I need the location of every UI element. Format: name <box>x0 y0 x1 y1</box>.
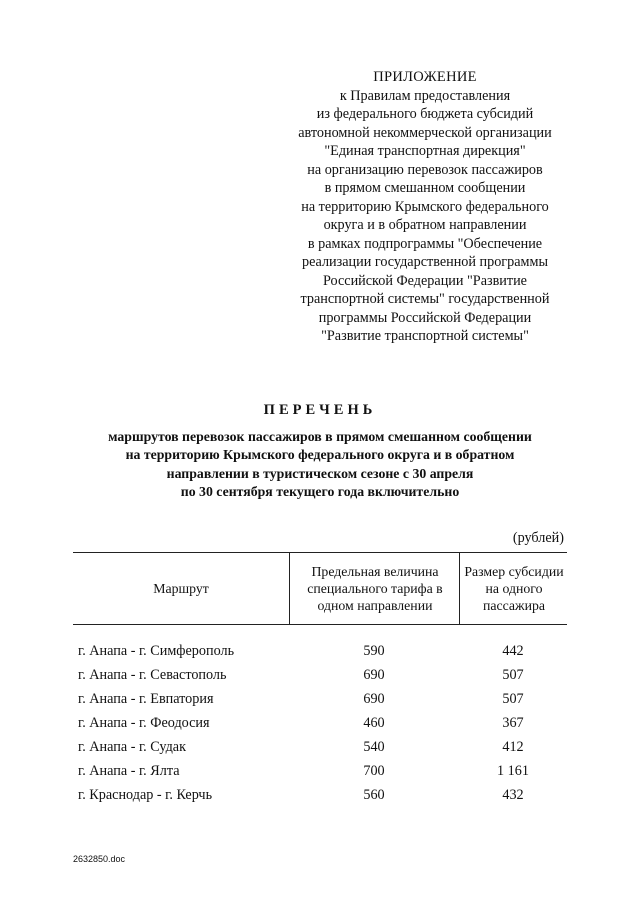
appendix-line: Российской Федерации "Развитие <box>323 272 527 289</box>
cell-tariff: 700 <box>363 763 385 779</box>
cell-route: г. Краснодар - г. Керчь <box>78 787 213 803</box>
appendix-line: округа и в обратном направлении <box>323 217 527 233</box>
appendix-heading: ПРИЛОЖЕНИЕ <box>373 69 477 85</box>
cell-tariff: 540 <box>363 739 385 755</box>
table-column-divider <box>459 552 460 624</box>
cell-tariff: 460 <box>363 715 385 731</box>
cell-route: г. Анапа - г. Судак <box>78 739 186 755</box>
document-title: ПЕРЕЧЕНЬ <box>263 402 377 418</box>
appendix-line: программы Российской Федерации <box>318 309 532 326</box>
subtitle-line: направлении в туристическом сезоне с 30 апреля <box>166 465 474 481</box>
cell-route: г. Анапа - г. Феодосия <box>78 715 210 731</box>
cell-route: г. Анапа - г. Евпатория <box>78 691 214 707</box>
cell-subsidy: 367 <box>502 715 524 731</box>
cell-subsidy: 1 161 <box>497 763 529 779</box>
table-row <box>73 641 567 665</box>
table-header-rule <box>73 624 567 625</box>
file-reference: 2632850.doc <box>73 854 126 864</box>
appendix-line: на организацию перевозок пассажиров <box>307 161 543 178</box>
appendix-line: реализации государственной программы <box>301 254 549 270</box>
table-row <box>73 737 567 761</box>
table-row <box>73 713 567 737</box>
cell-tariff: 590 <box>363 643 385 659</box>
appendix-line: автономной некоммерческой организации <box>298 124 552 141</box>
table-row <box>73 785 567 809</box>
cell-subsidy: 507 <box>502 667 524 683</box>
appendix-line: в рамках подпрограммы "Обеспечение <box>307 235 543 252</box>
appendix-line: к Правилам предоставления <box>339 87 511 104</box>
appendix-line: из федерального бюджета субсидий <box>316 106 534 122</box>
appendix-line: "Развитие транспортной системы" <box>321 328 529 344</box>
cell-route: г. Анапа - г. Ялта <box>78 763 180 779</box>
header-route: Маршрут <box>153 580 209 596</box>
cell-tariff: 690 <box>363 667 385 683</box>
appendix-line: на территорию Крымского федерального <box>301 198 549 215</box>
table-row <box>73 689 567 713</box>
cell-subsidy: 442 <box>502 643 524 659</box>
table-row <box>73 761 567 785</box>
table-column-divider <box>289 552 290 624</box>
subtitle-line: на территорию Крымского федерального округа и в обратном <box>125 447 515 463</box>
table-body <box>73 641 567 809</box>
unit-label: (рублей) <box>512 530 564 546</box>
appendix-line: "Единая транспортная дирекция" <box>324 143 526 159</box>
document-subtitle <box>60 428 580 501</box>
header-subsidy: Размер субсидии на одного пассажира <box>464 563 564 613</box>
cell-subsidy: 432 <box>502 787 524 803</box>
cell-subsidy: 412 <box>502 739 524 755</box>
header-tariff: Предельная величина специального тарифа в одном направлении <box>307 563 443 613</box>
cell-route: г. Анапа - г. Севастополь <box>78 667 227 683</box>
cell-subsidy: 507 <box>502 691 524 707</box>
subtitle-line: маршрутов перевозок пассажиров в прямом смешанном сообщении <box>108 429 532 444</box>
cell-route: г. Анапа - г. Симферополь <box>78 643 235 659</box>
appendix-line: в прямом смешанном сообщении <box>324 180 526 196</box>
cell-tariff: 690 <box>363 691 385 707</box>
subtitle-line: по 30 сентября текущего года включительно <box>180 483 460 499</box>
appendix-block <box>272 68 578 346</box>
table-row <box>73 665 567 689</box>
cell-tariff: 560 <box>363 787 385 803</box>
appendix-line: транспортной системы" государственной <box>300 291 550 307</box>
